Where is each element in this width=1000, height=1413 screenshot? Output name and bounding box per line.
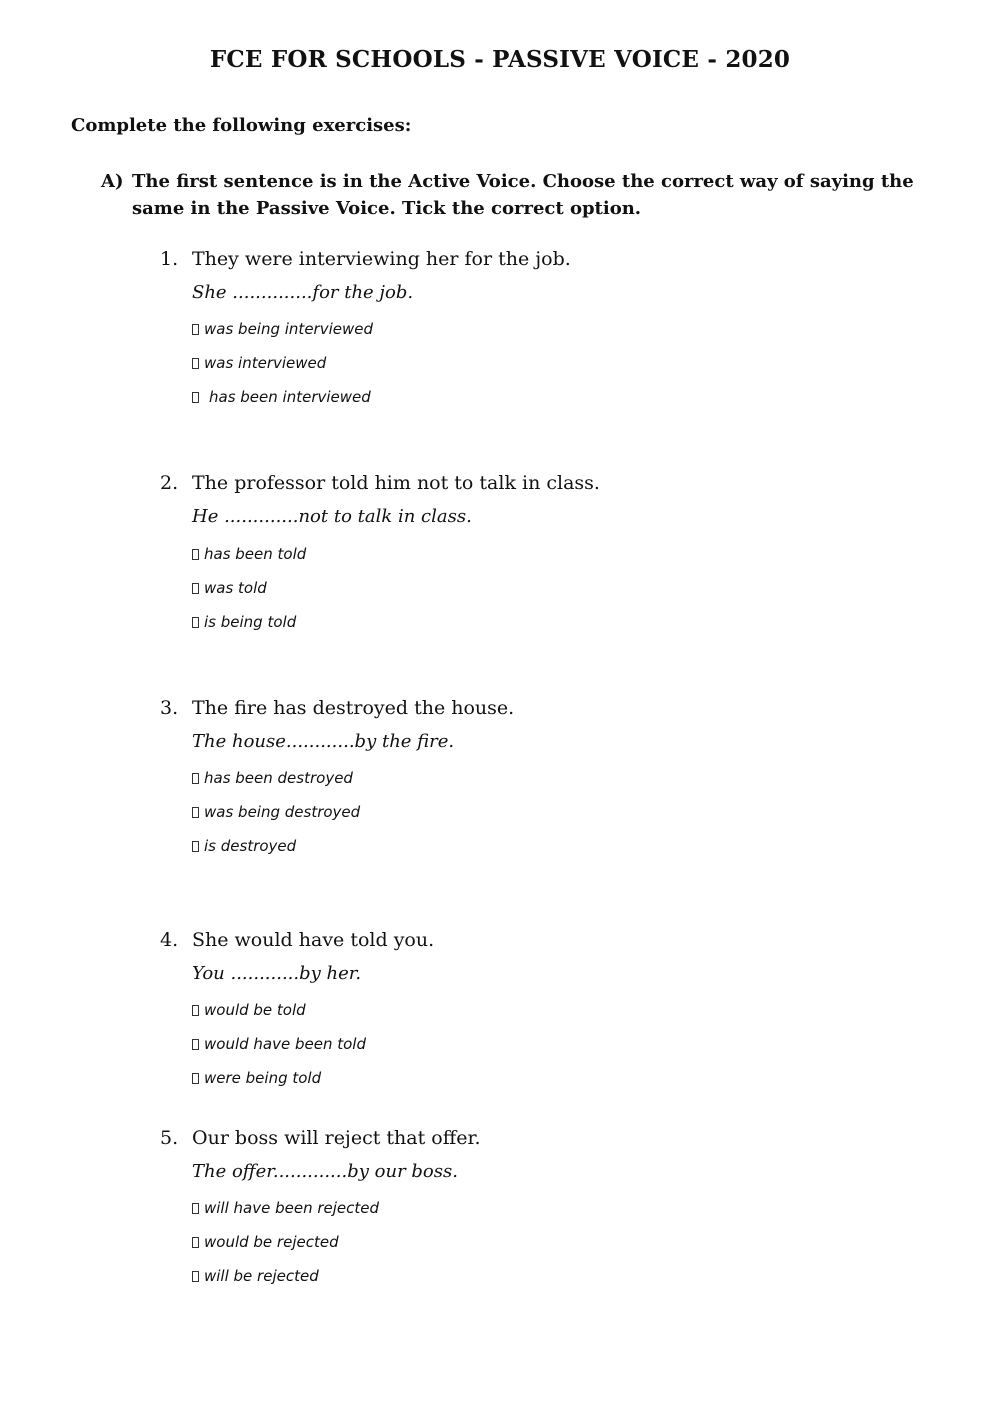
option-label: would be rejected xyxy=(204,1233,339,1251)
option-checkbox[interactable] xyxy=(192,1069,321,1087)
section-a xyxy=(101,168,961,222)
option-checkbox[interactable] xyxy=(192,354,326,372)
option-label: was told xyxy=(204,579,267,597)
checkbox-icon[interactable] xyxy=(192,1237,199,1248)
option-label: would have been told xyxy=(204,1035,366,1053)
checkbox-icon[interactable] xyxy=(192,1271,199,1282)
option-label: would be told xyxy=(204,1001,306,1019)
option-checkbox[interactable] xyxy=(192,803,360,821)
option-checkbox[interactable] xyxy=(192,545,306,563)
passive-prompt: The offer.............by our boss. xyxy=(192,1161,458,1182)
page-title: FCE FOR SCHOOLS - PASSIVE VOICE - 2020 xyxy=(209,46,791,73)
checkbox-icon[interactable] xyxy=(192,617,199,628)
section-letter: A) xyxy=(101,171,124,192)
option-checkbox[interactable] xyxy=(192,1199,379,1217)
question-number: 5. xyxy=(160,1127,179,1149)
passive-prompt: She ..............for the job. xyxy=(192,282,414,303)
option-label: is being told xyxy=(204,613,297,631)
checkbox-icon[interactable] xyxy=(192,392,199,403)
active-sentence: The professor told him not to talk in class. xyxy=(192,472,600,494)
question-number: 1. xyxy=(160,248,179,270)
option-label: has been told xyxy=(204,545,307,563)
active-sentence: She would have told you. xyxy=(192,929,435,951)
checkbox-icon[interactable] xyxy=(192,1039,199,1050)
passive-prompt: You ............by her. xyxy=(192,963,362,984)
option-checkbox[interactable] xyxy=(192,1233,339,1251)
checkbox-icon[interactable] xyxy=(192,1073,199,1084)
option-label: has been interviewed xyxy=(209,388,371,406)
option-checkbox[interactable] xyxy=(192,579,267,597)
option-checkbox[interactable] xyxy=(192,320,373,338)
passive-prompt: He .............not to talk in class. xyxy=(192,506,472,527)
option-checkbox[interactable] xyxy=(192,769,353,787)
checkbox-icon[interactable] xyxy=(192,583,199,594)
section-instruction: The first sentence is in the Active Voice. Choose the correct way of saying the same in the Passive Voice. Tick the correct option. xyxy=(132,171,914,219)
checkbox-icon[interactable] xyxy=(192,773,199,784)
option-label: was interviewed xyxy=(204,354,327,372)
intro-instruction: Complete the following exercises: xyxy=(71,115,412,136)
checkbox-icon[interactable] xyxy=(192,324,199,335)
checkbox-icon[interactable] xyxy=(192,1203,199,1214)
option-checkbox[interactable] xyxy=(192,1267,319,1285)
option-label: were being told xyxy=(204,1069,322,1087)
passive-prompt: The house............by the fire. xyxy=(192,731,455,752)
option-label: has been destroyed xyxy=(204,769,353,787)
active-sentence: They were interviewing her for the job. xyxy=(192,248,571,270)
option-checkbox[interactable] xyxy=(192,388,371,406)
option-label: was being interviewed xyxy=(204,320,373,338)
checkbox-icon[interactable] xyxy=(192,549,199,560)
option-label: was being destroyed xyxy=(204,803,361,821)
option-checkbox[interactable] xyxy=(192,1035,366,1053)
option-label: is destroyed xyxy=(204,837,297,855)
option-label: will have been rejected xyxy=(204,1199,380,1217)
active-sentence: Our boss will reject that offer. xyxy=(192,1127,481,1149)
checkbox-icon[interactable] xyxy=(192,807,199,818)
question-number: 4. xyxy=(160,929,179,951)
option-checkbox[interactable] xyxy=(192,1001,306,1019)
question-number: 3. xyxy=(160,697,179,719)
active-sentence: The fire has destroyed the house. xyxy=(192,697,515,719)
option-checkbox[interactable] xyxy=(192,613,296,631)
option-label: will be rejected xyxy=(204,1267,319,1285)
checkbox-icon[interactable] xyxy=(192,1005,199,1016)
checkbox-icon[interactable] xyxy=(192,358,199,369)
checkbox-icon[interactable] xyxy=(192,841,199,852)
question-number: 2. xyxy=(160,472,179,494)
option-checkbox[interactable] xyxy=(192,837,296,855)
